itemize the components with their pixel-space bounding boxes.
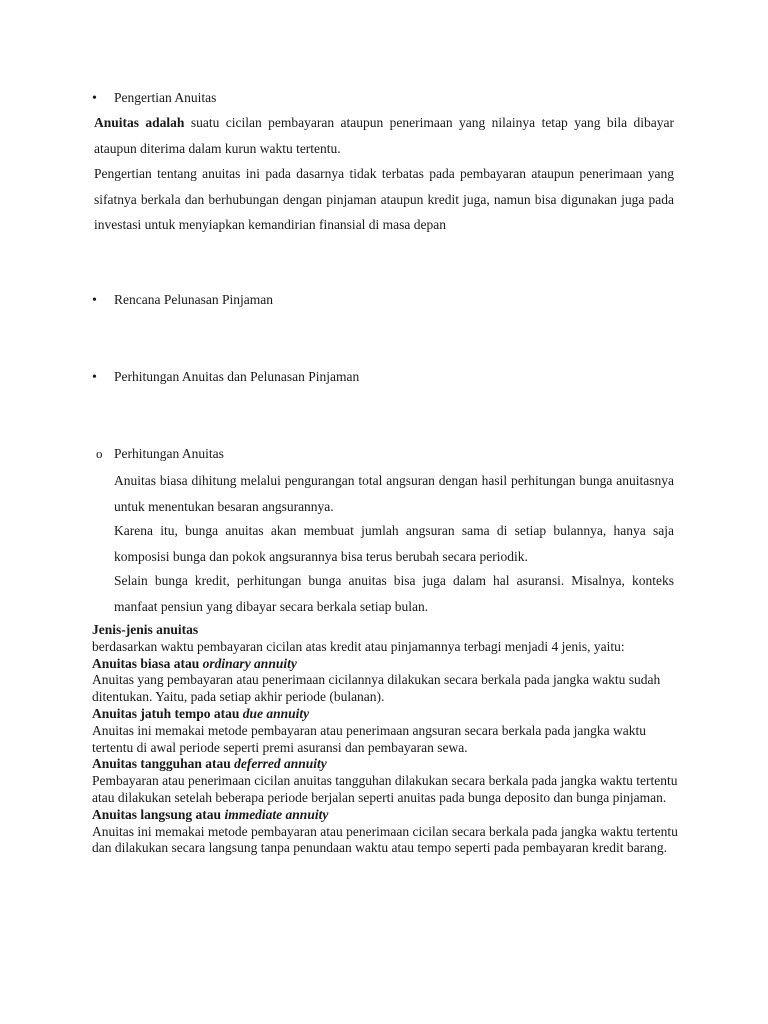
jenis-item-heading: Anuitas biasa atau ordinary annuity: [92, 655, 297, 671]
sub-bullet-perhitungan-anuitas: [96, 445, 224, 463]
jenis-item-body: Anuitas yang pembayaran atau penerimaan cicilannya dilakukan secara berkala pada jangka waktu sudah ditentukan. Yaitu, pada setiap akhir periode (bulanan).: [92, 672, 661, 705]
section-intro: berdasarkan waktu pembayaran cicilan atas kredit atau pinjamannya terbagi menjadi 4 jenis, yaitu:: [92, 638, 625, 654]
bullet-dot-icon: •: [92, 370, 97, 385]
bullet-pengertian-anuitas: [92, 89, 216, 108]
section-title: Jenis-jenis anuitas: [92, 622, 199, 637]
jenis-item-body: Pembayaran atau penerimaan cicilan anuitas tangguhan dilakukan secara berkala pada jangka waktu tertentu atau dilakukan setelah beberapa periode berjalan seperti anuitas pada bunga deposito dan bunga pinjaman.: [92, 773, 678, 805]
circle-bullet-icon: o: [96, 446, 103, 461]
bullet-label: Rencana Pelunasan Pinjaman: [114, 292, 273, 307]
jenis-item-heading: Anuitas langsung atau immediate annuity: [92, 806, 329, 822]
jenis-item-body: Anuitas ini memakai metode pembayaran atau penerimaan angsuran secara berkala pada jangka waktu tertentu di awal periode seperti premi asuransi dan pembayaran sewa.: [92, 722, 647, 755]
paragraph-text: suatu cicilan pembayaran ataupun penerimaan yang nilainya tetap yang bila dibayar ataupun diterima dalam kurun waktu tertentu.: [94, 115, 674, 156]
bullet-dot-icon: •: [92, 91, 97, 106]
bullet-perhitungan-pelunasan: [92, 368, 359, 387]
paragraph-perhitungan-1: Anuitas biasa dihitung melalui pengurangan total angsuran dengan hasil perhitungan bunga anuitasnya untuk menentukan besaran angsurannya.: [114, 473, 674, 514]
paragraph-perhitungan-3: Selain bunga kredit, perhitungan bunga anuitas bisa juga dalam hal asuransi. Misalnya, konteks manfaat pensiun yang dibayar secara berkala setiap bulan.: [114, 573, 674, 614]
jenis-item-heading: Anuitas tangguhan atau deferred annuity: [92, 756, 327, 772]
bold-term: Anuitas adalah: [94, 115, 185, 130]
bullet-label: Pengertian Anuitas: [114, 90, 217, 105]
jenis-anuitas-section: [92, 622, 682, 857]
paragraph-pengertian: Pengertian tentang anuitas ini pada dasarnya tidak terbatas pada pembayaran ataupun penerimaan yang sifatnya berkala dan berhubungan dengan pinjaman ataupun kredit juga, namun bisa digunakan juga pada investasi untuk menyiapkan kemandirian finansial di masa depan: [94, 166, 674, 232]
jenis-item-body: Anuitas ini memakai metode pembayaran atau penerimaan cicilan secara berkala pada jangka waktu tertentu dan dilakukan secara langsung tanpa penundaan waktu atau tempo seperti pada pembayaran kredit barang.: [92, 823, 678, 856]
bullet-label: Perhitungan Anuitas dan Pelunasan Pinjaman: [114, 369, 360, 384]
paragraph-definisi: [94, 110, 674, 161]
paragraph-perhitungan-2: Karena itu, bunga anuitas akan membuat jumlah angsuran sama di setiap bulannya, hanya saja komposisi bunga dan pokok angsurannya bisa terus berubah secara periodik.: [114, 523, 674, 564]
bullet-dot-icon: •: [92, 293, 97, 308]
bullet-rencana-pelunasan: [92, 291, 273, 310]
sub-bullet-label: Perhitungan Anuitas: [114, 446, 224, 461]
jenis-item-heading: Anuitas jatuh tempo atau due annuity: [92, 705, 310, 721]
